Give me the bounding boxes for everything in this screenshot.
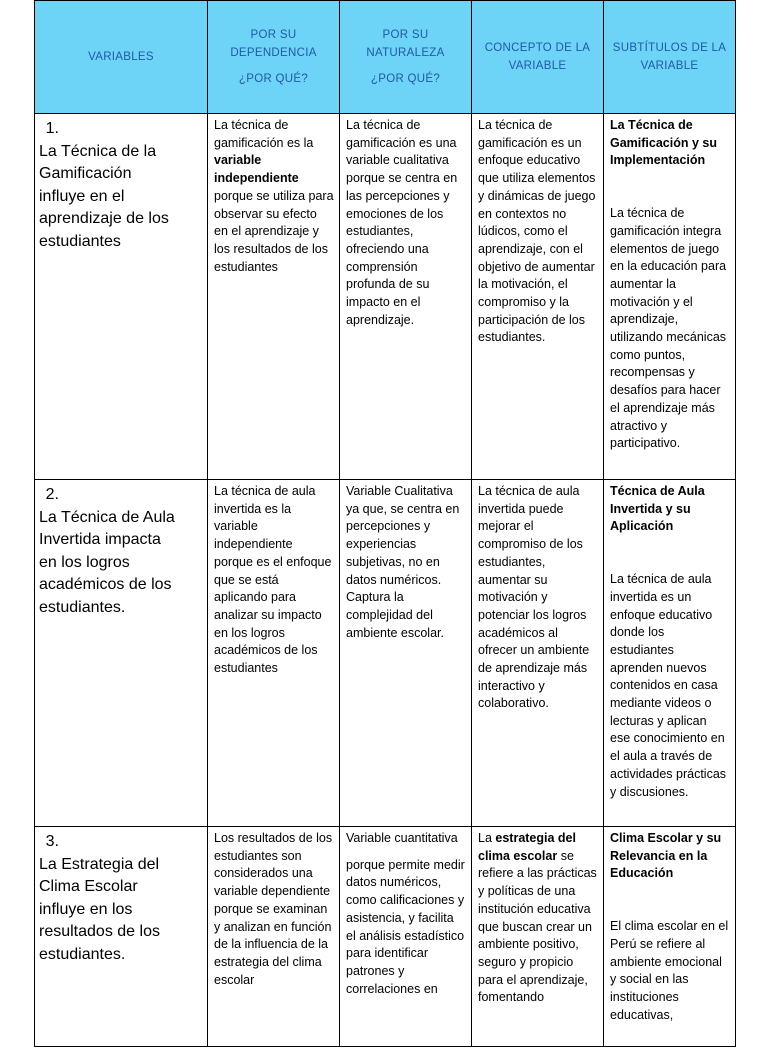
dependencia-cell: La técnica de aula invertida es la variable independiente porque es el enfoque que se está aplicando para analizar su impacto en los logros académicos de los estudiantes — [208, 480, 340, 827]
table-row — [35, 114, 736, 480]
header-dependencia: POR SU DEPENDENCIA ¿POR QUÉ? — [208, 1, 340, 114]
concepto-cell: La técnica de gamificación es un enfoque educativo que utiliza elementos y dinámicas de juego en contextos no lúdicos, como el aprendizaje, con el objetivo de aumentar la motivación, el compromiso y la participación de los estudiantes. — [472, 114, 604, 480]
naturaleza-cell: La técnica de gamificación es una variable cualitativa porque se centra en las percepciones y emociones de los estudiantes, ofreciendo una comprensión profunda de su impacto en el aprendizaje. — [340, 114, 472, 480]
header-subtitulos: SUBTÍTULOS DE LA VARIABLE — [604, 1, 736, 114]
header-row — [35, 1, 736, 114]
naturaleza-cell: Variable Cualitativa ya que, se centra en percepciones y experiencias subjetivas, no en datos numéricos. Captura la complejidad del ambiente escolar. — [340, 480, 472, 827]
table-row — [35, 827, 736, 1047]
header-naturaleza: POR SU NATURALEZA ¿POR QUÉ? — [340, 1, 472, 114]
naturaleza-cell: Variable cuantitativa porque permite medir datos numéricos, como calificaciones y asistencia, y facilita el análisis estadístico para identificar patrones y correlaciones en — [340, 827, 472, 1047]
variables-table — [34, 0, 736, 1047]
dependencia-cell: La técnica de gamificación es la variable independiente porque se utiliza para observar su efecto en el aprendizaje y los resultados de los estudiantes — [208, 114, 340, 480]
table-row — [35, 480, 736, 827]
subtitulos-cell: Clima Escolar y su Relevancia en la Educación El clima escolar en el Perú se refiere al ambiente emocional y social en las instituciones educativas, — [604, 827, 736, 1047]
concepto-cell: La técnica de aula invertida puede mejorar el compromiso de los estudiantes, aumentar su motivación y potenciar los logros académicos al ofrecer un ambiente de aprendizaje más interactivo y colaborativo. — [472, 480, 604, 827]
header-variables: VARIABLES — [35, 1, 208, 114]
concepto-cell: La estrategia del clima escolar se refiere a las prácticas y políticas de una institución educativa que buscan crear un ambiente positivo, seguro y propicio para el aprendizaje, fomentando — [472, 827, 604, 1047]
subtitulos-cell: La Técnica de Gamificación y su Implementación La técnica de gamificación integra elementos de juego en la educación para aumentar la motivación y el aprendizaje, utilizando mecánicas como puntos, recompensas y desafíos para hacer el aprendizaje más atractivo y participativo. — [604, 114, 736, 480]
variable-cell: 2.La Técnica de Aula Invertida impacta en los logros académicos de los estudiantes. — [35, 480, 208, 827]
subtitulos-cell: Técnica de Aula Invertida y su Aplicación La técnica de aula invertida es un enfoque educativo donde los estudiantes aprenden nuevos contenidos en casa mediante videos o lecturas y aplican ese conocimiento en el aula a través de actividades prácticas y discusiones. — [604, 480, 736, 827]
header-concepto: CONCEPTO DE LA VARIABLE — [472, 1, 604, 114]
variable-cell: 3.La Estrategia del Clima Escolar influye en los resultados de los estudiantes. — [35, 827, 208, 1047]
variable-cell: 1.La Técnica de la Gamificación influye en el aprendizaje de los estudiantes — [35, 114, 208, 480]
dependencia-cell: Los resultados de los estudiantes son considerados una variable dependiente porque se examinan y analizan en función de la influencia de la estrategia del clima escolar — [208, 827, 340, 1047]
